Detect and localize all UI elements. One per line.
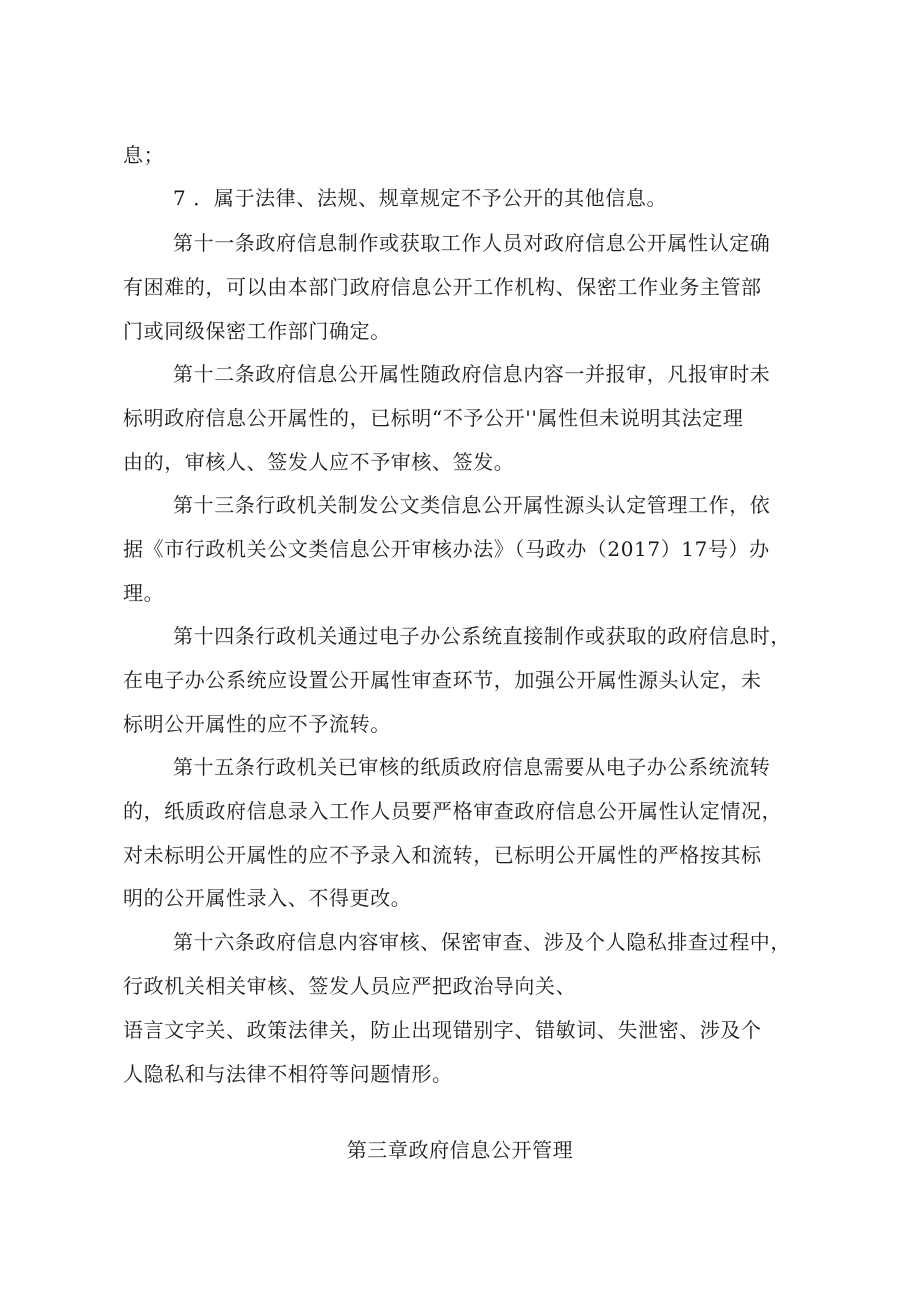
- text-line: 第十五条行政机关已审核的纸质政府信息需要从电子办公系统流转: [173, 755, 771, 779]
- text-line: 的，纸质政府信息录入工作人员要严格审查政府信息公开属性认定情况，: [123, 799, 783, 823]
- text-line: 第十四条行政机关通过电子办公系统直接制作或获取的政府信息时，: [173, 624, 791, 648]
- text-line: 第十二条政府信息公开属性随政府信息内容一并报审，凡报审时未: [173, 362, 771, 386]
- text-line: 标明政府信息公开属性的，已标明“不予公开''属性但未说明其法定理: [123, 406, 744, 430]
- chapter-heading: 第三章政府信息公开管理: [346, 1138, 574, 1162]
- text-line: 由的，审核人、签发人应不予审核、签发。: [123, 450, 515, 474]
- text-line: 门或同级保密工作部门确定。: [123, 319, 391, 343]
- text-line: 语言文字关、政策法律关，防止出现错别字、错敏词、失泄密、涉及个: [123, 1018, 762, 1042]
- text-line: 理。: [123, 581, 165, 605]
- text-line: 对未标明公开属性的应不予录入和流转，已标明公开属性的严格按其标: [123, 843, 762, 867]
- text-line: 人隐私和与法律不相符等问题情形。: [123, 1062, 453, 1086]
- text-line: 第十一条政府信息制作或获取工作人员对政府信息公开属性认定确: [173, 231, 771, 255]
- text-line: 明的公开属性录入、不得更改。: [123, 886, 412, 910]
- text-line: 第十六条政府信息内容审核、保密审查、涉及个人隐私排查过程中，: [173, 930, 791, 954]
- text-line: 据《市行政机关公文类信息公开审核办法》（马政办（2017）17号）办: [123, 537, 770, 561]
- text-line: 在电子办公系统应设置公开属性审查环节，加强公开属性源头认定，未: [123, 668, 762, 692]
- text-line: 7 ．属于法律、法规、规章规定不予公开的其他信息。: [173, 186, 668, 210]
- text-line: 第十三条行政机关制发公文类信息公开属性源头认定管理工作，依: [173, 493, 771, 517]
- text-line: 有困难的，可以由本部门政府信息公开工作机构、保密工作业务主管部: [123, 275, 762, 299]
- text-line: 息；: [123, 143, 165, 167]
- text-line: 标明公开属性的应不予流转。: [123, 712, 391, 736]
- text-line: 行政机关相关审核、签发人员应严把政治导向关、: [123, 974, 577, 998]
